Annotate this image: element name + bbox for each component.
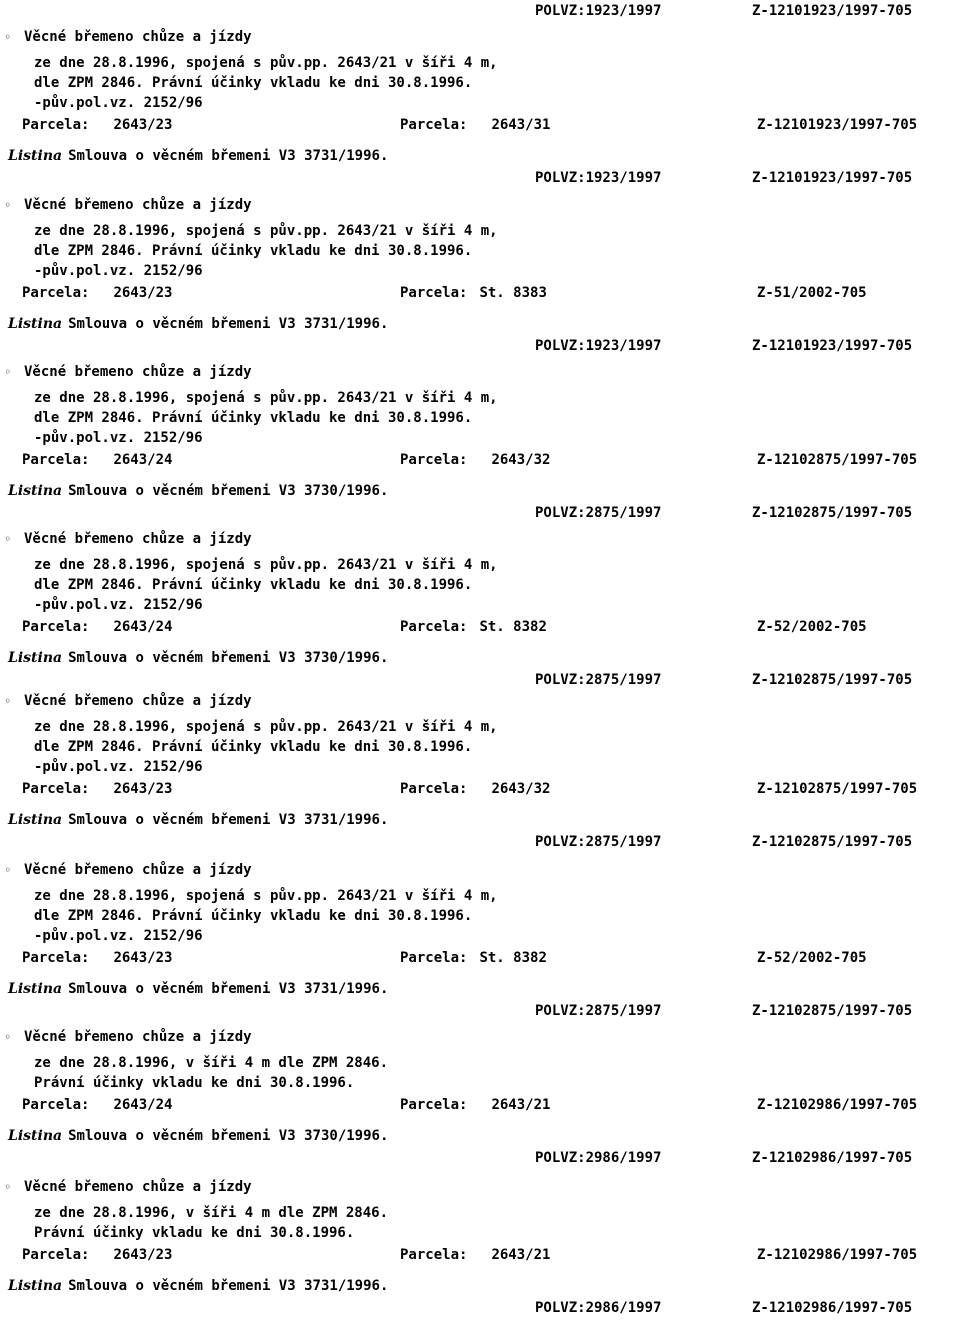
parcela-z-reference: Z-52/2002-705: [757, 950, 867, 966]
parcela-from: [22, 949, 172, 967]
listina-value: Smlouva o věcném břemeni V3 3731/1996.: [68, 1278, 389, 1294]
listina-label: Listina: [8, 148, 63, 164]
listina-line: [8, 482, 388, 500]
bullet-icon: ◦: [4, 694, 12, 708]
parcela-value: 2643/24: [113, 619, 173, 635]
entry-description-line: ze dne 28.8.1996, v šíři 4 m dle ZPM 2846.: [34, 1205, 389, 1221]
parcela-value: 2643/23: [113, 285, 173, 301]
parcela-label: Parcela:: [400, 117, 468, 133]
parcela-value: 2643/21: [491, 1247, 551, 1263]
entry-title: [4, 861, 252, 879]
polvz-reference: POLVZ:2875/1997: [535, 834, 662, 850]
listina-value: Smlouva o věcném břemeni V3 3731/1996.: [68, 812, 389, 828]
entry-title: [4, 28, 252, 46]
listina-value: Smlouva o věcném břemeni V3 3730/1996.: [68, 650, 389, 666]
bullet-icon: ◦: [4, 1030, 12, 1044]
entry-description-line: -pův.pol.vz. 2152/96: [34, 928, 203, 944]
entry-title: [4, 1028, 252, 1046]
bullet-icon: ◦: [4, 365, 12, 379]
parcela-label: Parcela:: [400, 781, 468, 797]
z-reference: Z-12102986/1997-705: [752, 1150, 913, 1166]
entry-description-line: -pův.pol.vz. 2152/96: [34, 95, 203, 111]
parcela-value: St. 8382: [479, 950, 547, 966]
polvz-reference: POLVZ:2986/1997: [535, 1150, 662, 1166]
z-reference: Z-12101923/1997-705: [752, 338, 913, 354]
parcela-value: 2643/21: [491, 1097, 551, 1113]
entry-description-line: -pův.pol.vz. 2152/96: [34, 263, 203, 279]
parcela-from: [22, 116, 172, 134]
parcela-from: [22, 284, 172, 302]
parcela-z-reference: Z-52/2002-705: [757, 619, 867, 635]
listina-value: Smlouva o věcném břemeni V3 3731/1996.: [68, 316, 389, 332]
parcela-label: Parcela:: [400, 1247, 468, 1263]
entry-title-text: Věcné břemeno chůze a jízdy: [24, 1179, 252, 1195]
entry-title: [4, 363, 252, 381]
entry-title-text: Věcné břemeno chůze a jízdy: [24, 364, 252, 380]
entry-title-text: Věcné břemeno chůze a jízdy: [24, 531, 252, 547]
listina-label: Listina: [8, 1128, 63, 1144]
parcela-to: [400, 1246, 550, 1264]
listina-value: Smlouva o věcném břemeni V3 3730/1996.: [68, 1128, 389, 1144]
entry-description-line: ze dne 28.8.1996, spojená s pův.pp. 2643/21 v šíři 4 m,: [34, 390, 498, 406]
entry-description-line: Právní účinky vkladu ke dni 30.8.1996.: [34, 1225, 355, 1241]
z-reference: Z-12102986/1997-705: [752, 1300, 913, 1316]
entry-description-line: dle ZPM 2846. Právní účinky vkladu ke dni 30.8.1996.: [34, 577, 473, 593]
entry-description-line: dle ZPM 2846. Právní účinky vkladu ke dni 30.8.1996.: [34, 908, 473, 924]
listina-line: [8, 1277, 388, 1295]
parcela-label: Parcela:: [22, 285, 90, 301]
polvz-reference: POLVZ:1923/1997: [535, 3, 662, 19]
entry-description-line: ze dne 28.8.1996, spojená s pův.pp. 2643/21 v šíři 4 m,: [34, 223, 498, 239]
parcela-value: 2643/23: [113, 950, 173, 966]
polvz-reference: POLVZ:1923/1997: [535, 170, 662, 186]
parcela-value: 2643/24: [113, 1097, 173, 1113]
listina-line: [8, 980, 388, 998]
entry-title: [4, 692, 252, 710]
bullet-icon: ◦: [4, 532, 12, 546]
entry-description-line: ze dne 28.8.1996, spojená s pův.pp. 2643/21 v šíři 4 m,: [34, 557, 498, 573]
bullet-icon: ◦: [4, 1180, 12, 1194]
parcela-z-reference: Z-12102875/1997-705: [757, 781, 918, 797]
parcela-value: St. 8382: [479, 619, 547, 635]
entry-title: [4, 196, 252, 214]
polvz-reference: POLVZ:1923/1997: [535, 338, 662, 354]
parcela-z-reference: Z-12101923/1997-705: [757, 117, 918, 133]
listina-label: Listina: [8, 316, 63, 332]
entry-description-line: dle ZPM 2846. Právní účinky vkladu ke dni 30.8.1996.: [34, 739, 473, 755]
entry-description-line: dle ZPM 2846. Právní účinky vkladu ke dni 30.8.1996.: [34, 75, 473, 91]
entry-description-line: -pův.pol.vz. 2152/96: [34, 597, 203, 613]
bullet-icon: ◦: [4, 30, 12, 44]
parcela-to: [400, 949, 547, 967]
parcela-to: [400, 284, 547, 302]
entry-description-line: -pův.pol.vz. 2152/96: [34, 430, 203, 446]
listina-line: [8, 1127, 388, 1145]
listina-label: Listina: [8, 812, 63, 828]
listina-line: [8, 315, 388, 333]
polvz-reference: POLVZ:2986/1997: [535, 1300, 662, 1316]
parcela-to: [400, 451, 550, 469]
z-reference: Z-12102875/1997-705: [752, 505, 913, 521]
parcela-z-reference: Z-12102986/1997-705: [757, 1097, 918, 1113]
listina-label: Listina: [8, 981, 63, 997]
entry-description-line: Právní účinky vkladu ke dni 30.8.1996.: [34, 1075, 355, 1091]
parcela-label: Parcela:: [22, 1097, 90, 1113]
entry-description-line: ze dne 28.8.1996, spojená s pův.pp. 2643/21 v šíři 4 m,: [34, 888, 498, 904]
entry-description-line: -pův.pol.vz. 2152/96: [34, 759, 203, 775]
parcela-from: [22, 1246, 172, 1264]
entry-description-line: dle ZPM 2846. Právní účinky vkladu ke dni 30.8.1996.: [34, 410, 473, 426]
entry-title: [4, 1178, 252, 1196]
z-reference: Z-12102875/1997-705: [752, 1003, 913, 1019]
listina-line: [8, 147, 388, 165]
z-reference: Z-12101923/1997-705: [752, 170, 913, 186]
listina-line: [8, 811, 388, 829]
listina-value: Smlouva o věcném břemeni V3 3731/1996.: [68, 148, 389, 164]
parcela-from: [22, 618, 172, 636]
listina-value: Smlouva o věcném břemeni V3 3731/1996.: [68, 981, 389, 997]
parcela-label: Parcela:: [400, 285, 468, 301]
parcela-value: 2643/32: [491, 452, 551, 468]
listina-value: Smlouva o věcném břemeni V3 3730/1996.: [68, 483, 389, 499]
entry-title-text: Věcné břemeno chůze a jízdy: [24, 29, 252, 45]
parcela-to: [400, 1096, 550, 1114]
parcela-label: Parcela:: [22, 950, 90, 966]
parcela-to: [400, 116, 550, 134]
entry-title-text: Věcné břemeno chůze a jízdy: [24, 197, 252, 213]
listina-label: Listina: [8, 483, 63, 499]
polvz-reference: POLVZ:2875/1997: [535, 672, 662, 688]
listina-line: [8, 649, 388, 667]
parcela-label: Parcela:: [22, 452, 90, 468]
entry-title-text: Věcné břemeno chůze a jízdy: [24, 1029, 252, 1045]
parcela-label: Parcela:: [22, 619, 90, 635]
entry-description-line: dle ZPM 2846. Právní účinky vkladu ke dni 30.8.1996.: [34, 243, 473, 259]
parcela-label: Parcela:: [400, 950, 468, 966]
parcela-label: Parcela:: [22, 781, 90, 797]
entry-description-line: ze dne 28.8.1996, spojená s pův.pp. 2643/21 v šíři 4 m,: [34, 719, 498, 735]
entry-description-line: ze dne 28.8.1996, spojená s pův.pp. 2643/21 v šíři 4 m,: [34, 55, 498, 71]
polvz-reference: POLVZ:2875/1997: [535, 505, 662, 521]
z-reference: Z-12102875/1997-705: [752, 672, 913, 688]
parcela-to: [400, 780, 550, 798]
parcela-z-reference: Z-12102986/1997-705: [757, 1247, 918, 1263]
entry-title-text: Věcné břemeno chůze a jízdy: [24, 862, 252, 878]
bullet-icon: ◦: [4, 863, 12, 877]
parcela-value: 2643/24: [113, 452, 173, 468]
parcela-value: 2643/32: [491, 781, 551, 797]
entry-title: [4, 530, 252, 548]
parcela-label: Parcela:: [400, 452, 468, 468]
z-reference: Z-12102875/1997-705: [752, 834, 913, 850]
parcela-value: 2643/23: [113, 781, 173, 797]
bullet-icon: ◦: [4, 198, 12, 212]
parcela-z-reference: Z-12102875/1997-705: [757, 452, 918, 468]
parcela-label: Parcela:: [22, 117, 90, 133]
parcela-value: 2643/23: [113, 1247, 173, 1263]
listina-label: Listina: [8, 650, 63, 666]
parcela-from: [22, 1096, 172, 1114]
listina-label: Listina: [8, 1278, 63, 1294]
parcela-value: 2643/31: [491, 117, 551, 133]
parcela-label: Parcela:: [400, 1097, 468, 1113]
parcela-from: [22, 451, 172, 469]
z-reference: Z-12101923/1997-705: [752, 3, 913, 19]
parcela-value: St. 8383: [479, 285, 547, 301]
polvz-reference: POLVZ:2875/1997: [535, 1003, 662, 1019]
parcela-z-reference: Z-51/2002-705: [757, 285, 867, 301]
parcela-from: [22, 780, 172, 798]
parcela-label: Parcela:: [400, 619, 468, 635]
entry-description-line: ze dne 28.8.1996, v šíři 4 m dle ZPM 2846.: [34, 1055, 389, 1071]
entry-title-text: Věcné břemeno chůze a jízdy: [24, 693, 252, 709]
parcela-value: 2643/23: [113, 117, 173, 133]
parcela-label: Parcela:: [22, 1247, 90, 1263]
parcela-to: [400, 618, 547, 636]
